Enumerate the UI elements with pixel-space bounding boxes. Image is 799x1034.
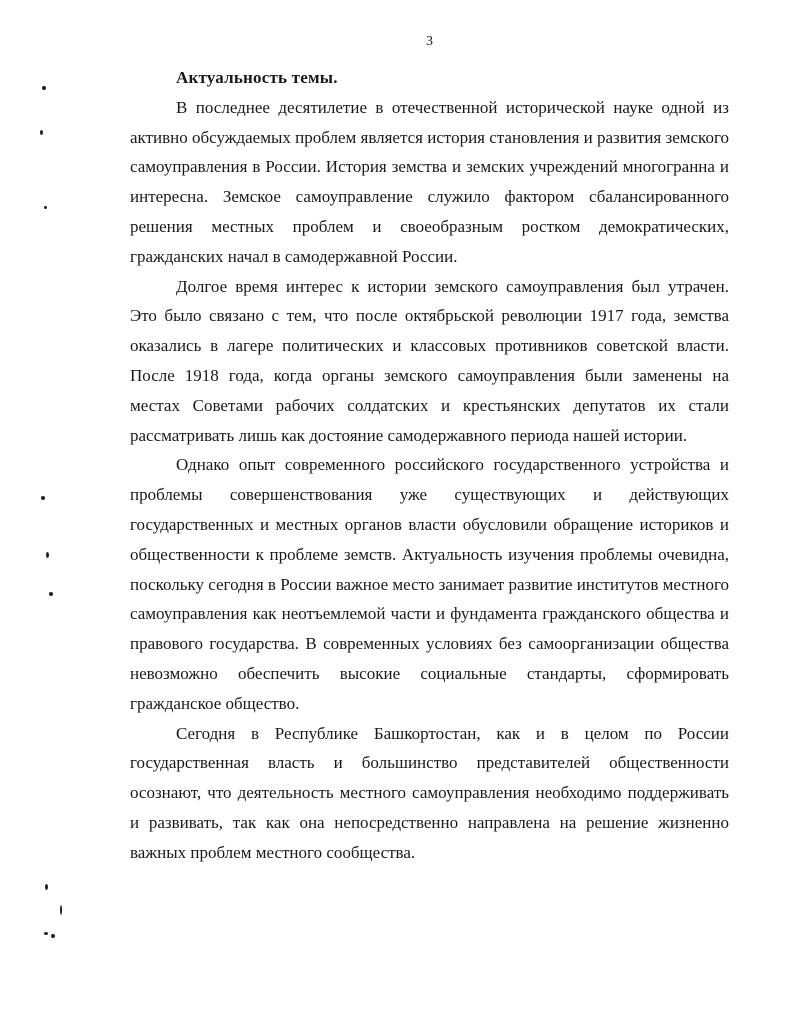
paragraph: Однако опыт современного российского государственного устройства и проблемы совершенствования уже существующих и действующих государственных и местных органов власти обусловили обращение историков и общественности к проблеме земств. Актуальность изучения проблемы очевидна, поскольку сегодня в России важное место занимает развитие институтов местного самоуправления как неотъемлемой части и фундамента гражданского общества и правового государства. В современных условиях без самоорганизации общества невозможно обеспечить высокие социальные стандарты, сформировать гражданское общество. (130, 455, 729, 713)
paragraph: В последнее десятилетие в отечественной исторической науке одной из активно обсуждаемых проблем является история становления и развития земского самоуправления в России. История земства и земских учреждений многогранна и интересна. Земское самоуправление служило фактором сбалансированного решения местных проблем и своеобразным ростком демократических, гражданских начал в самодержавной России. (130, 97, 730, 266)
scan-speck (41, 496, 45, 500)
scan-speck (45, 884, 48, 890)
scan-speck (44, 206, 47, 209)
document-body (130, 63, 729, 868)
scan-speck (46, 552, 49, 558)
scan-speck (42, 86, 46, 90)
scan-speck (44, 932, 48, 935)
section-heading: Актуальность темы. (176, 68, 338, 87)
scan-speck (60, 905, 62, 915)
paragraph: Сегодня в Республике Башкортостан, как и в целом по России государственная власть и большинство представителей общественности осознают, что деятельность местного самоуправления необходимо поддерживать и развивать, так как она непосредственно направлена на решение жизненно важных проблем местного сообщества. (130, 723, 729, 862)
scan-speck (49, 592, 53, 596)
scan-speck (40, 130, 43, 135)
page-number: 3 (426, 34, 433, 49)
scan-speck (51, 934, 55, 938)
paragraph: Долгое время интерес к истории земского самоуправления был утрачен. Это было связано с тем, что после октябрьской революции 1917 года, земства оказались в лагере политических и классовых противников советской власти. После 1918 года, когда органы земского самоуправления были заменены на местах Советами рабочих солдатских и крестьянских депутатов их стали рассматривать лишь как достояние самодержавного периода нашей истории. (130, 276, 729, 445)
